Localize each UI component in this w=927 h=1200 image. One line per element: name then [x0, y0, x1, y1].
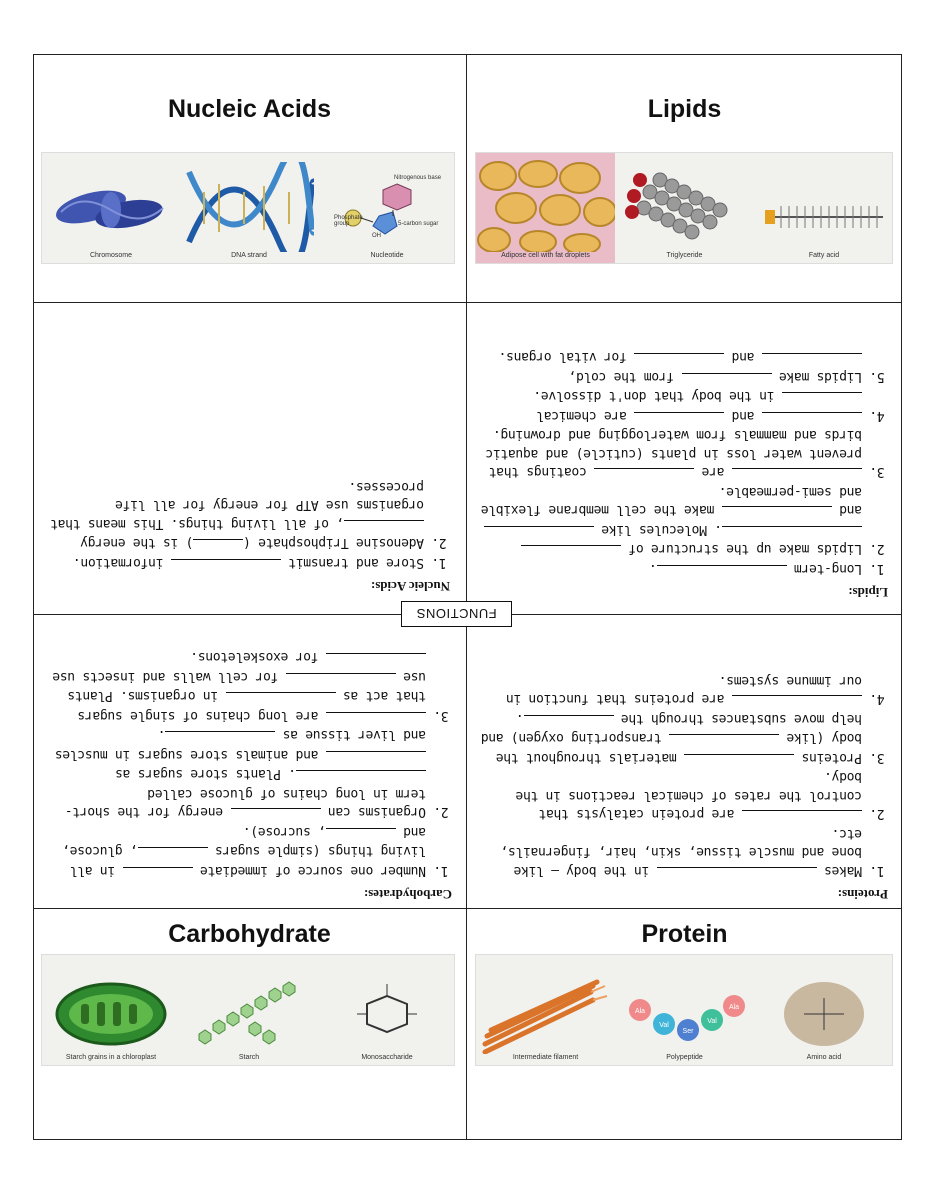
- caption-dna-strand: DNA strand: [231, 252, 267, 259]
- list-item: 2. Organisms can energy for the short-term in long chains of glucose called . Plants store sugars as and animals store sugars in muscles and liver tissue as .: [48, 725, 426, 822]
- caption-adipose-cell: Adipose cell with fat droplets: [501, 252, 590, 259]
- proteins-functions-block: [472, 630, 896, 906]
- label-phosphate-group: Phosphate group: [334, 215, 363, 227]
- answer-blank[interactable]: [326, 712, 426, 725]
- triglyceride-panel: [615, 153, 754, 264]
- list-item: 1. Number one source of immediate in all living things (simple sugars , glucose, and , sucrose).: [48, 822, 426, 881]
- list-item: 1. Store and transmit information.: [50, 553, 424, 573]
- answer-blank[interactable]: [296, 771, 426, 784]
- answer-blank[interactable]: [123, 867, 193, 880]
- lipids-functions-heading: Lipids:: [848, 585, 888, 600]
- chromosome-panel: [42, 153, 180, 264]
- label-nitrogenous-base: Nitrogenous base: [394, 175, 442, 181]
- answer-blank[interactable]: [521, 546, 621, 559]
- nucleic-acids-image: [41, 152, 455, 264]
- answer-blank[interactable]: [682, 373, 772, 386]
- answer-blank[interactable]: [231, 809, 321, 822]
- intermediate-filament-icon: [481, 974, 611, 1054]
- polypeptide-panel: [615, 955, 754, 1066]
- proteins-functions-list: [480, 671, 888, 881]
- chromosome-icon: [51, 172, 171, 252]
- starch-icon: [189, 974, 309, 1054]
- vertical-divider: [466, 54, 467, 1140]
- divider-bottom: [33, 908, 902, 909]
- list-item: 3. are coatings that prevent water loss in plants (cuticle) and aquatic birds and mammals from waterlogging and drowning.: [480, 425, 862, 482]
- answer-blank[interactable]: [344, 520, 424, 533]
- bead-label: Val: [706, 1018, 717, 1025]
- nucleotide-panel: [318, 153, 455, 264]
- chloroplast-icon: [51, 974, 171, 1054]
- answer-blank[interactable]: [782, 393, 862, 406]
- answer-blank[interactable]: [634, 412, 724, 425]
- carbohydrate-image: [41, 954, 455, 1066]
- nucleotide-icon: [327, 172, 447, 252]
- bead-label: Ala: [634, 1008, 645, 1015]
- adipose-cell-icon: [476, 160, 615, 252]
- answer-blank[interactable]: [762, 412, 862, 425]
- divider-top: [33, 302, 902, 303]
- fatty-acid-icon: [759, 182, 889, 252]
- caption-fatty-acid: Fatty acid: [808, 252, 840, 259]
- label-5-carbon-sugar: 5-carbon sugar: [398, 221, 439, 227]
- monosaccharide-panel: [318, 955, 455, 1066]
- answer-blank[interactable]: [326, 751, 426, 764]
- answer-blank[interactable]: [326, 654, 426, 667]
- answer-blank[interactable]: [722, 526, 862, 539]
- filament-panel: [476, 955, 615, 1066]
- bead-label: Ser: [682, 1028, 693, 1035]
- protein-image: [475, 954, 893, 1066]
- list-item: 1. Long-term .: [480, 559, 862, 579]
- amino-acid-panel: [754, 955, 893, 1066]
- list-item: 4. and are chemical in the body that don't dissolve.: [480, 386, 862, 425]
- caption-monosaccharide: Monosaccharide: [361, 1054, 413, 1061]
- caption-triglyceride: Triglyceride: [666, 252, 703, 259]
- bead-label: Ala: [728, 1004, 739, 1011]
- polypeptide-icon: [620, 984, 750, 1054]
- nucleic-functions-list: [50, 477, 450, 573]
- lipids-functions-list: [480, 347, 888, 578]
- list-item: 4. are proteins that function in our immune systems.: [480, 671, 862, 709]
- answer-blank[interactable]: [171, 559, 281, 572]
- functions-label: FUNCTIONS: [401, 601, 512, 627]
- answer-blank[interactable]: [732, 469, 862, 482]
- nucleic-functions-heading: Nucleic Acids:: [370, 579, 450, 594]
- answer-blank[interactable]: [634, 354, 724, 367]
- triglyceride-icon: [620, 162, 750, 252]
- list-item: 3. are long chains of single sugars that act as in organisms. Plants use for cell walls and insects use for exoskeletons.: [48, 647, 426, 725]
- carbohydrates-functions-heading: Carbohydrates:: [363, 887, 452, 902]
- caption-polypeptide: Polypeptide: [666, 1054, 703, 1061]
- answer-blank[interactable]: [165, 732, 275, 745]
- answer-blank[interactable]: [484, 526, 594, 539]
- chloroplast-panel: [42, 955, 180, 1066]
- answer-blank[interactable]: [722, 507, 832, 520]
- answer-blank[interactable]: [524, 715, 614, 728]
- lipids-title: Lipids: [647, 95, 722, 123]
- answer-blank[interactable]: [684, 754, 794, 767]
- list-item: 2. Adenosine Triphosphate () is the energy , of all living things. This means that organisms use ATP for energy for all life processes.: [50, 477, 424, 553]
- list-item: 2. Lipids make up the structure of . Molecules like and make the cell membrane flexible and semi-permeable.: [480, 482, 862, 559]
- answer-blank[interactable]: [226, 693, 336, 706]
- answer-blank[interactable]: [138, 848, 208, 861]
- lipids-image: [475, 152, 893, 264]
- list-item: 3. Proteins materials throughout the body (like transporting oxygen) and help move substances through the .: [480, 709, 862, 768]
- lipids-functions-block: [472, 308, 896, 608]
- label-oh: OH: [372, 233, 381, 239]
- carbohydrates-functions-block: [40, 630, 460, 906]
- dna-strand-icon: [184, 162, 314, 252]
- list-item: 2. are protein catalysts that control the rates of chemical reactions in the body.: [480, 767, 862, 824]
- caption-starch-grains: Starch grains in a chloroplast: [65, 1054, 157, 1061]
- nucleic-acids-title: Nucleic Acids: [167, 95, 332, 123]
- answer-blank[interactable]: [762, 354, 862, 367]
- caption-nucleotide: Nucleotide: [370, 252, 404, 259]
- caption-amino-acid: Amino acid: [806, 1054, 842, 1061]
- answer-blank[interactable]: [669, 735, 779, 748]
- carbohydrate-title: Carbohydrate: [168, 920, 331, 948]
- answer-blank[interactable]: [286, 673, 396, 686]
- caption-chromosome: Chromosome: [89, 252, 132, 259]
- answer-blank[interactable]: [657, 867, 817, 880]
- nucleic-functions-block: [40, 308, 460, 608]
- fatty-acid-panel: [754, 153, 893, 264]
- answer-blank[interactable]: [326, 828, 396, 841]
- answer-blank[interactable]: [594, 469, 694, 482]
- caption-starch: Starch: [238, 1054, 260, 1061]
- amino-acid-icon: [774, 974, 874, 1054]
- list-item: 5. Lipids make from the cold, and for vital organs.: [480, 347, 862, 386]
- list-item: 1. Makes in the body – like bone and muscle tissue, skin, hair, fingernails, etc.: [480, 824, 862, 881]
- answer-blank[interactable]: [742, 811, 862, 824]
- adipose-panel: [476, 153, 615, 264]
- answer-blank[interactable]: [657, 565, 787, 578]
- monosaccharide-icon: [337, 974, 437, 1054]
- answer-blank[interactable]: [732, 696, 862, 709]
- caption-intermediate-filament: Intermediate filament: [512, 1054, 579, 1061]
- proteins-functions-heading: Proteins:: [837, 887, 888, 902]
- dna-panel: [180, 153, 318, 264]
- carbohydrates-functions-list: [48, 647, 452, 880]
- bead-label: Val: [658, 1022, 669, 1029]
- answer-blank[interactable]: [193, 540, 243, 553]
- protein-title: Protein: [641, 920, 728, 948]
- starch-panel: [180, 955, 318, 1066]
